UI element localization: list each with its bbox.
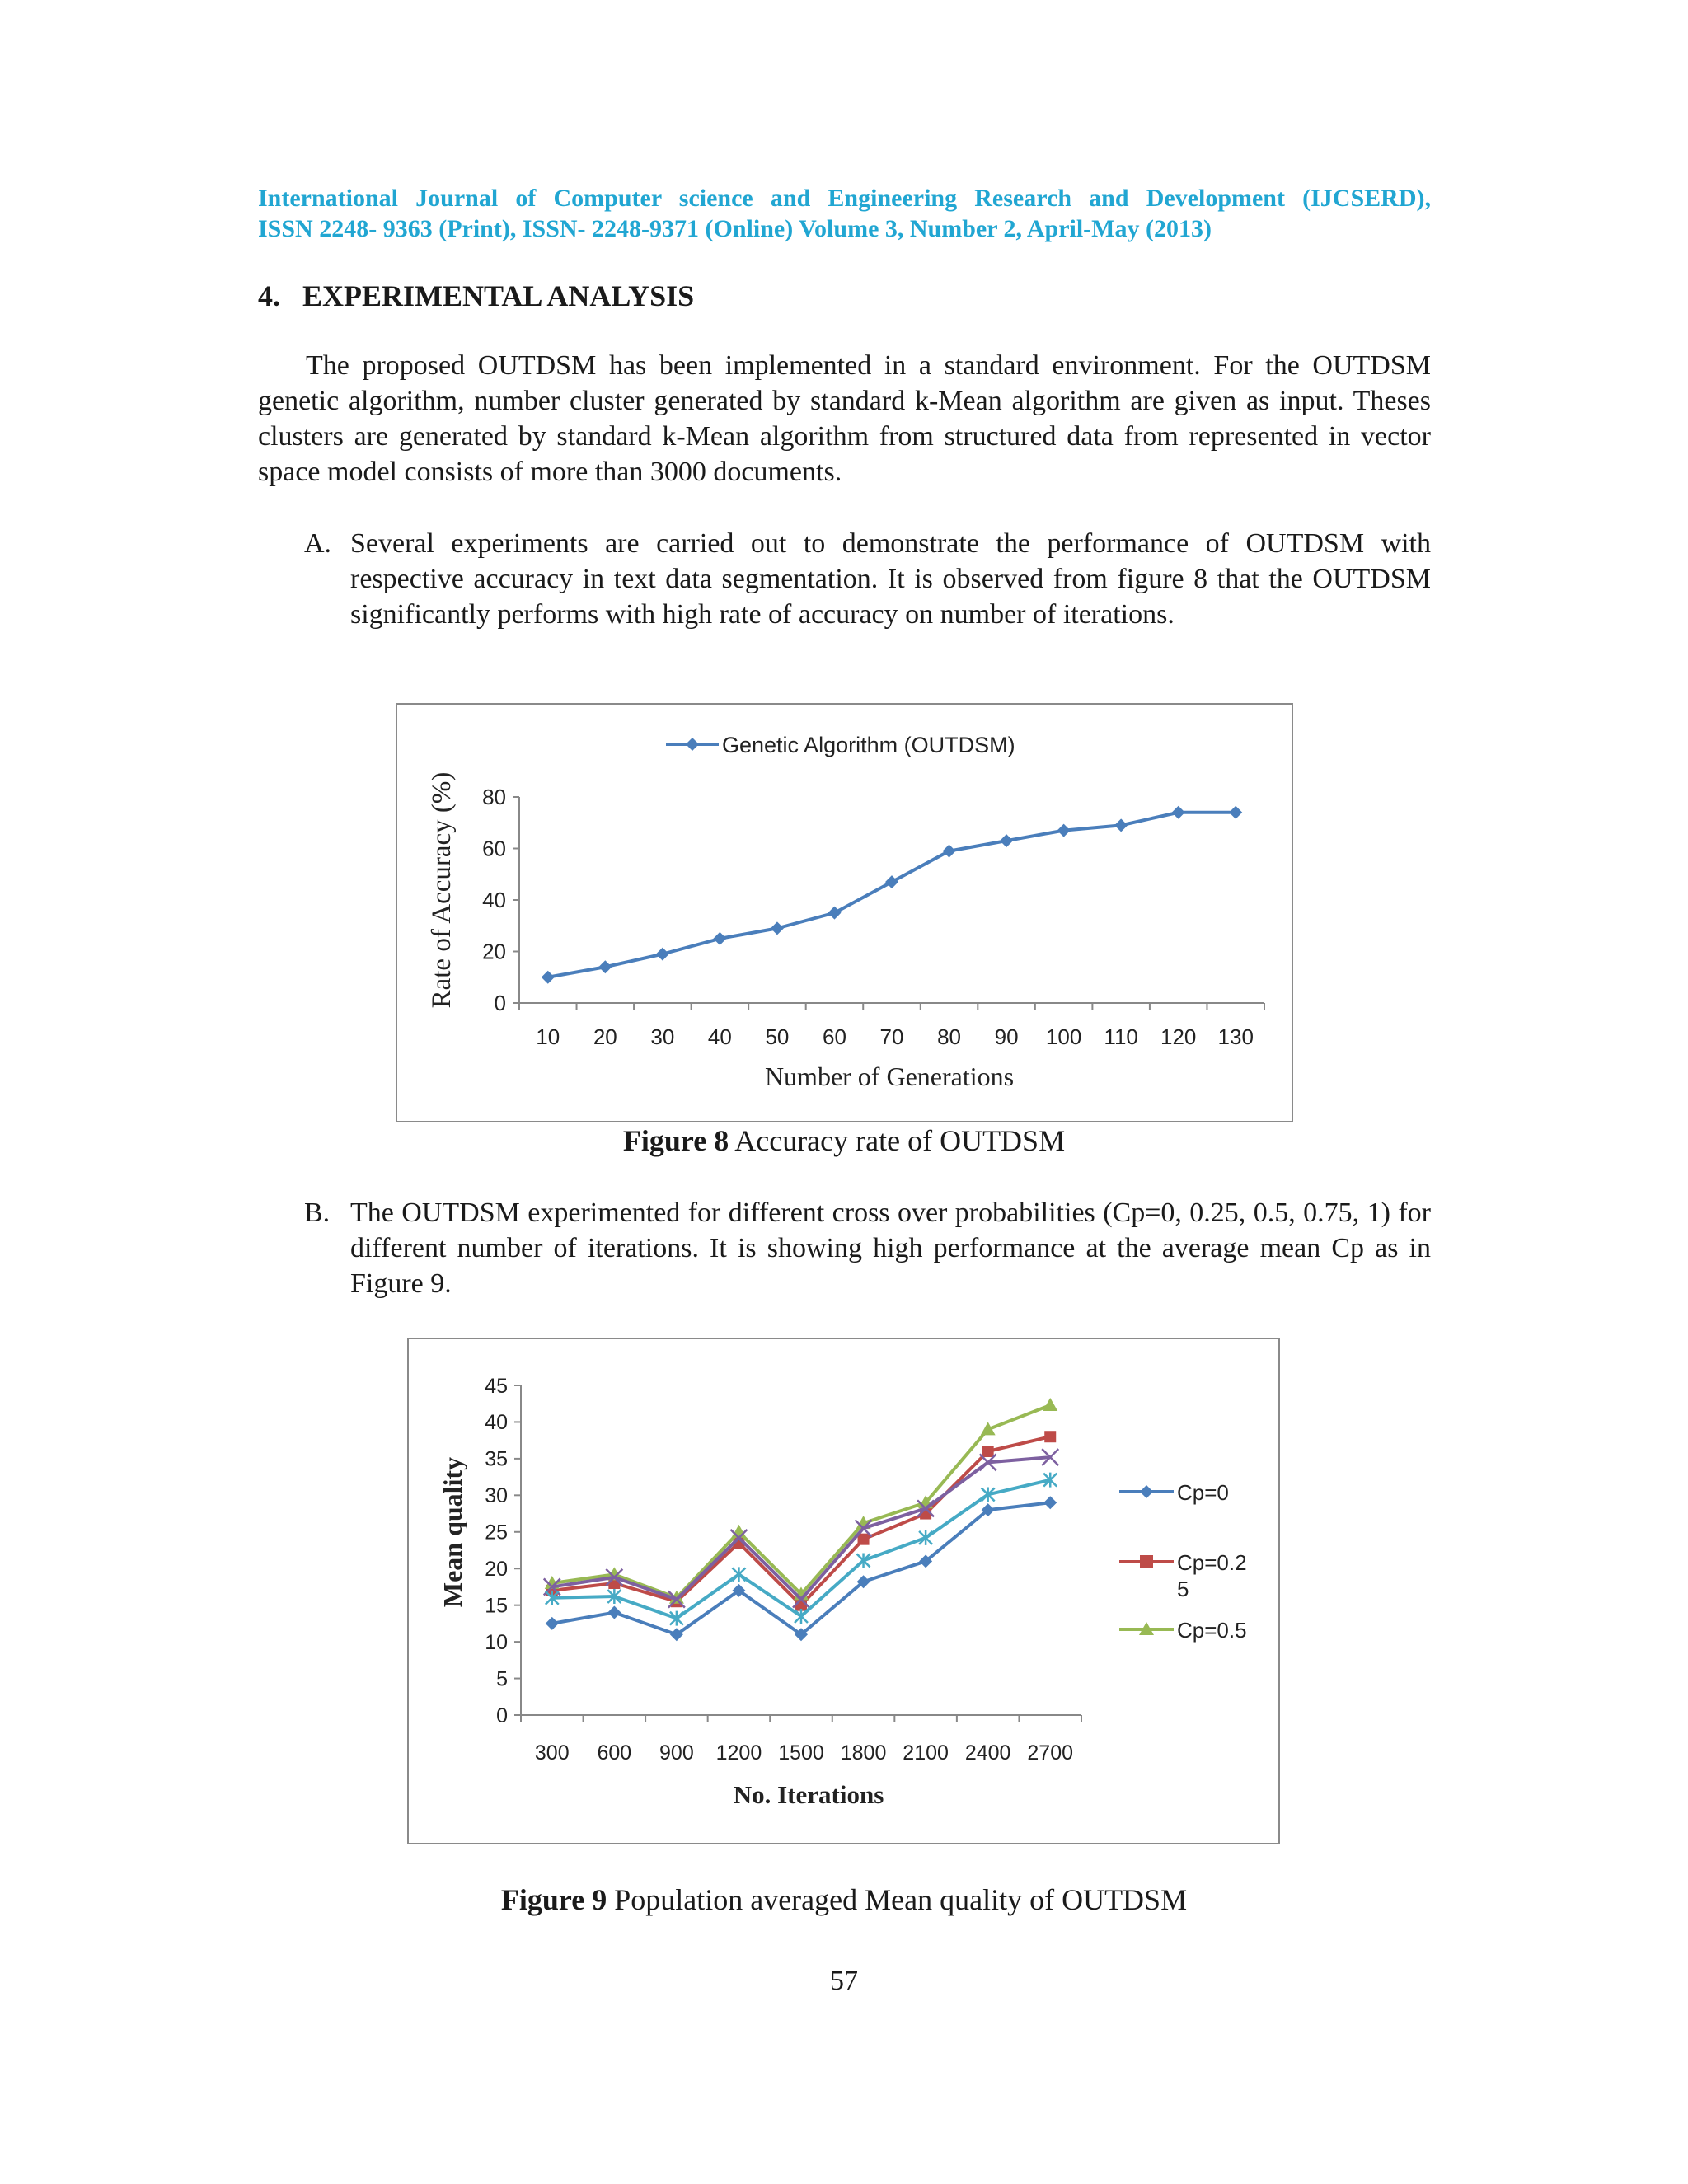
- x-tick-label: 40: [707, 1024, 732, 1049]
- list-item-label: B.: [304, 1197, 331, 1228]
- data-point-genetic-algorithm-outdsm: [598, 960, 612, 973]
- data-point-genetic-algorithm-outdsm: [771, 921, 784, 935]
- section-number: 4.: [258, 279, 280, 312]
- data-point-genetic-algorithm-outdsm: [885, 875, 898, 888]
- list-item-text: Several experiments are carried out to demonstrate the performance of OUTDSM with respective accuracy in text data segmentation. It is observed from figure 8 that the OUTDSM significantly performs with high rate of accuracy on number of iterations.: [350, 528, 1431, 630]
- y-axis-title: Mean quality: [438, 1456, 467, 1608]
- figure-9-chart: [407, 1338, 1280, 1844]
- data-point-genetic-algorithm-outdsm: [656, 948, 669, 961]
- series-line-genetic-algorithm-outdsm: [548, 813, 1236, 977]
- x-tick-label: 1800: [840, 1741, 887, 1765]
- data-point-genetic-algorithm-outdsm: [943, 845, 956, 858]
- x-axis-title: No. Iterations: [733, 1780, 884, 1809]
- legend-label-cp0: Cp=0: [1177, 1480, 1229, 1505]
- data-point-genetic-algorithm-outdsm: [1229, 806, 1242, 819]
- data-point-cp-0-5: [1043, 1398, 1057, 1411]
- legend-marker-cp0: [1140, 1485, 1153, 1498]
- legend-label-cp025-line2: 5: [1177, 1577, 1189, 1601]
- section-title: EXPERIMENTAL ANALYSIS: [302, 279, 695, 312]
- figure-9-label: Figure 9: [500, 1883, 607, 1916]
- x-tick-label: 20: [593, 1024, 617, 1049]
- data-point-genetic-algorithm-outdsm: [1057, 824, 1071, 837]
- y-tick-label: 80: [482, 785, 506, 810]
- y-tick-label: 30: [485, 1484, 508, 1508]
- x-tick-label: 80: [937, 1024, 961, 1049]
- data-point-genetic-algorithm-outdsm: [542, 971, 555, 984]
- x-tick-label: 10: [536, 1024, 560, 1049]
- x-tick-label: 120: [1160, 1024, 1197, 1049]
- y-tick-label: 15: [485, 1594, 508, 1618]
- data-point-cp-0: [607, 1606, 621, 1619]
- x-tick-label: 1200: [715, 1741, 762, 1765]
- x-tick-label: 1500: [778, 1741, 824, 1765]
- y-tick-label: 40: [482, 888, 506, 913]
- y-tick-label: 60: [482, 836, 506, 861]
- y-tick-label: 20: [482, 939, 506, 964]
- accuracy-line-chart: [397, 705, 1295, 1124]
- y-tick-label: 10: [485, 1630, 508, 1654]
- data-point-genetic-algorithm-outdsm: [828, 907, 841, 920]
- data-point-cp-0: [546, 1617, 559, 1630]
- journal-header: [258, 183, 1431, 244]
- y-tick-label: 35: [485, 1447, 508, 1471]
- x-tick-label: 2700: [1027, 1741, 1074, 1765]
- data-point-cp-0: [1043, 1496, 1057, 1509]
- y-tick-label: 0: [494, 991, 506, 1016]
- figure-9-text: Population averaged Mean quality of OUTDSM: [614, 1883, 1188, 1916]
- x-tick-label: 300: [534, 1741, 570, 1765]
- figure-8-label: Figure 8: [622, 1124, 729, 1157]
- x-tick-label: 30: [650, 1024, 675, 1049]
- page-number: 57: [830, 1966, 858, 1996]
- data-point-cp-0-25: [982, 1446, 994, 1457]
- y-tick-label: 5: [496, 1667, 508, 1691]
- journal-header-line1: International Journal of Computer science and Engineering Research and Development (IJCSERD),: [258, 185, 1431, 212]
- legend-label-genetic-algorithm: Genetic Algorithm (OUTDSM): [722, 733, 1015, 757]
- figure-9-caption: [0, 1882, 1688, 1917]
- intro-paragraph: The proposed OUTDSM has been implemented in a standard environment. For the OUTDSM genetic algorithm, number cluster generated by standard k-Mean algorithm are given as input. Theses clusters are generated by standard k-Mean algorithm from structured data from represented in vector space model consists of more than 3000 documents.: [258, 350, 1431, 487]
- x-tick-label: 110: [1104, 1024, 1138, 1049]
- mean-quality-line-chart: [409, 1339, 1282, 1846]
- x-tick-label: 600: [597, 1741, 632, 1765]
- y-tick-label: 0: [496, 1704, 508, 1727]
- data-point-cp-1: [795, 1609, 808, 1624]
- list-item-text: The OUTDSM experimented for different cross over probabilities (Cp=0, 0.25, 0.5, 0.75, 1) for different number of iterations. It is showing high performance at the average mean Cp as in Figure 9.: [350, 1197, 1431, 1299]
- figure-8-chart: [396, 703, 1293, 1122]
- y-tick-label: 20: [485, 1557, 508, 1581]
- x-tick-label: 2100: [903, 1741, 949, 1765]
- legend-label-cp025-line1: Cp=0.2: [1177, 1550, 1247, 1575]
- y-tick-label: 45: [485, 1374, 508, 1398]
- data-point-genetic-algorithm-outdsm: [1172, 806, 1185, 819]
- x-tick-label: 60: [823, 1024, 846, 1049]
- y-tick-label: 25: [485, 1521, 508, 1544]
- data-point-genetic-algorithm-outdsm: [1114, 818, 1128, 832]
- legend-label-cp05: Cp=0.5: [1177, 1618, 1247, 1643]
- x-tick-label: 70: [879, 1024, 904, 1049]
- x-tick-label: 2400: [964, 1741, 1011, 1765]
- legend-marker-cp025: [1140, 1555, 1153, 1568]
- list-item: [304, 526, 1431, 632]
- figure-8-text: Accuracy rate of OUTDSM: [734, 1124, 1066, 1157]
- x-tick-label: 900: [659, 1741, 694, 1765]
- data-point-cp-1: [732, 1567, 745, 1582]
- data-point-cp-0-25: [1044, 1431, 1056, 1442]
- data-point-genetic-algorithm-outdsm: [713, 932, 726, 945]
- figure-8-caption: [0, 1123, 1688, 1158]
- x-tick-label: 50: [765, 1024, 790, 1049]
- x-tick-label: 130: [1217, 1024, 1254, 1049]
- data-point-genetic-algorithm-outdsm: [1000, 834, 1013, 847]
- list-item-label: A.: [304, 528, 332, 559]
- list-item: [304, 1195, 1431, 1301]
- y-axis-title: Rate of Accuracy (%): [427, 771, 457, 1009]
- x-tick-label: 100: [1045, 1024, 1082, 1049]
- y-tick-label: 40: [485, 1411, 508, 1435]
- data-point-cp-0-5: [731, 1525, 746, 1538]
- section-heading: [258, 279, 694, 313]
- x-tick-label: 90: [994, 1024, 1019, 1049]
- journal-header-line2: ISSN 2248- 9363 (Print), ISSN- 2248-9371 (Online) Volume 3, Number 2, April-May (2013): [258, 215, 1212, 242]
- x-axis-title: Number of Generations: [764, 1062, 1015, 1091]
- legend-marker-genetic-algorithm: [686, 738, 699, 751]
